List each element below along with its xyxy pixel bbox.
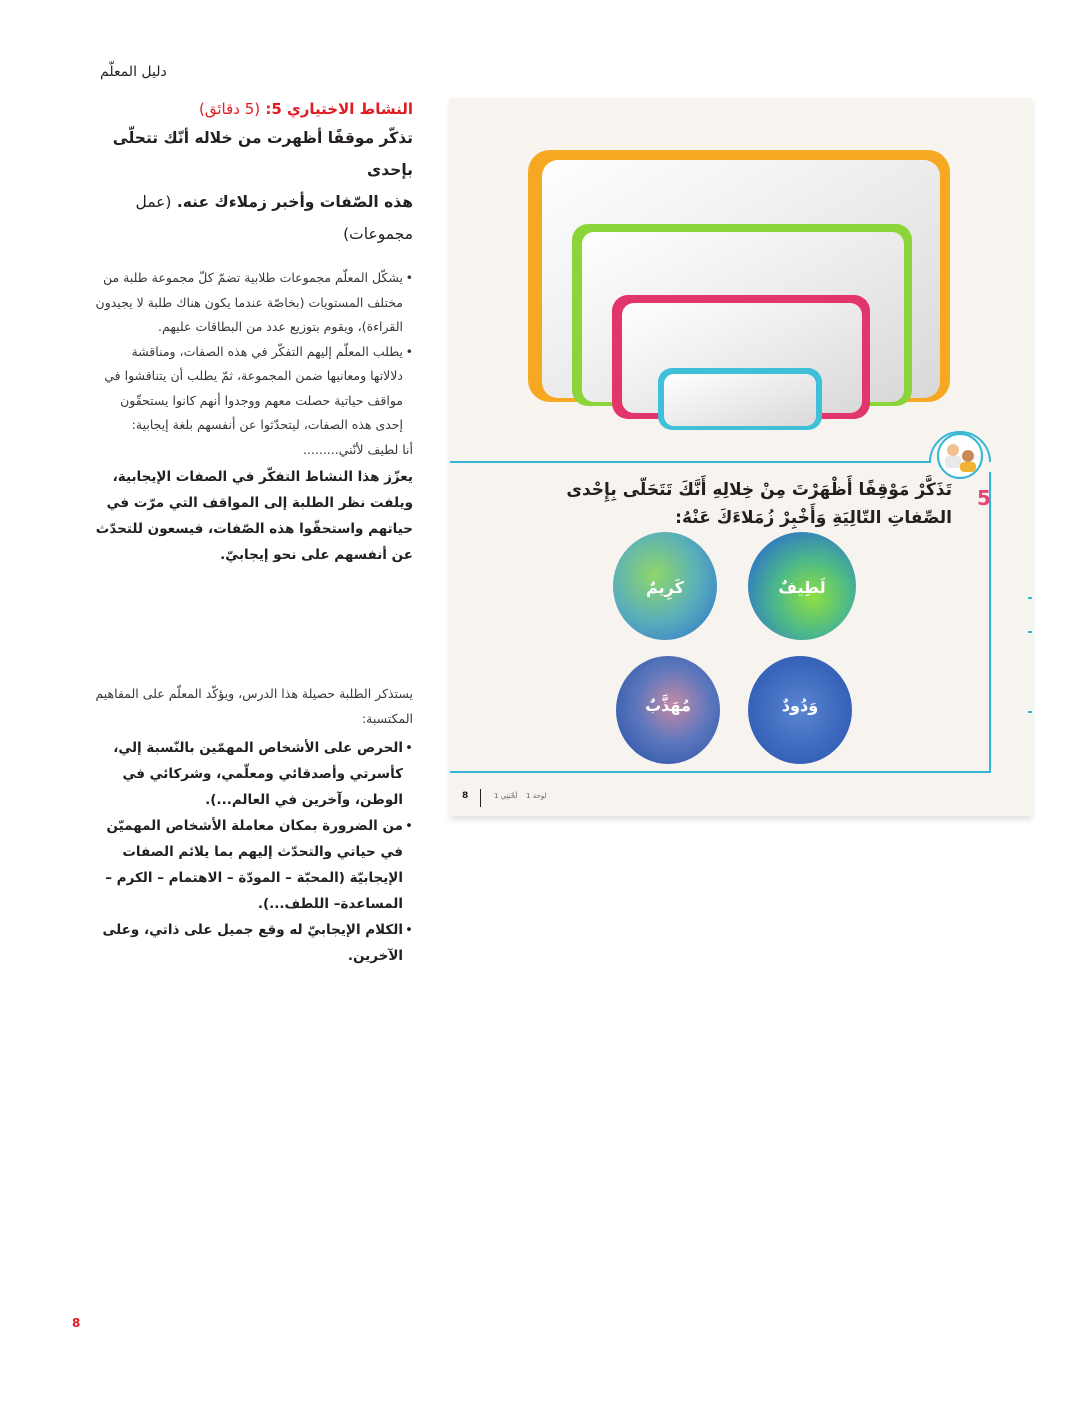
activity-bullets: [95, 266, 413, 438]
running-head: دليل المعلّم: [100, 64, 167, 80]
group-work-icon: [938, 434, 982, 478]
footer-divider: [480, 789, 481, 807]
activity-mode: (عمل مجموعات): [135, 193, 413, 243]
word-muhadhab: مُهَذَّبٌ: [645, 696, 691, 715]
activity-title: [95, 96, 413, 122]
activity-question: [95, 122, 413, 250]
list-item: • يشكّل المعلّم مجموعات طلابية تضمّ كلّ مجموعة طلبة من مختلف المستويات (بخاصّة عندما يكون هناك طلبة لا يجيدون القراءة)، ويقوم بتوزيع عدد من البطاقات عليهم.: [95, 266, 413, 340]
book-page-number: 8: [462, 791, 469, 801]
activity-summary: يعزّز هذا النشاط التفكّر في الصفات الإيجابية، ويلفت نظر الطلبة إلى المواقف التي مرّت في حياتهم واستحقّوا هذه الصّفات، فيسعون للتحدّث عن أنفسهم على نحو إيجابيّ.: [95, 469, 413, 563]
frame-cyan: [658, 368, 822, 430]
activity-example: أنا لطيف لأنّني.........: [302, 441, 413, 457]
list-item: • من الضرورة بمكان معاملة الأشخاص المهميّن في حياتي والتحدّث إليهم بما يلائم الصفات الإيجابيّة (المحبّة – المودّة – الاهتمام – الكرم – المساعدة– اللطف...).: [95, 813, 413, 917]
student-question: تَذَكَّرْ مَوْقِفًا أَظْهَرْتَ مِنْ خِلالِهِ أَنَّكَ تَتَحَلّى بِإِحْدى الصِّفاتِ التّالِيَةِ وَأَخْبِرْ زُمَلاءَكَ عَنْهُ:: [566, 480, 952, 528]
book-page-label: لوحة 1: [526, 792, 547, 800]
activity-duration: (5 دقائق): [198, 100, 261, 118]
book-footer: [450, 791, 1032, 811]
list-item: • يطلب المعلّم إليهم التفكّر في هذه الصفات، ومناقشة دلالاتها ومعانيها ضمن المجموعة، ثمّ يطلب أن يتناقشوا في مواقف حياتية حصلت معهم ووجدوا أنهم كانوا يستحقّون إحدى هذه الصفات، ليتحدّثوا عن أنفسهم بلغة إيجابية:: [95, 340, 413, 438]
activity-question-line1: تذكّر موقفًا أظهرت من خلاله أنّك تتحلّى بإحدى: [112, 129, 413, 179]
recap-bullets: [95, 735, 413, 969]
recap-notes: [95, 682, 413, 969]
word-wadood: وَدُودٌ: [781, 696, 819, 715]
book-unit-label: لَحْبَتِي 1: [494, 792, 518, 800]
teacher-notes: [95, 96, 413, 568]
activity-title-text: النشاط الاختياري 5:: [265, 100, 413, 118]
word-kareem: كَرِيمٌ: [646, 578, 684, 597]
list-item: • الكلام الإيجابيّ له وقع جميل على ذاتي، وعلى الآخرين.: [95, 917, 413, 969]
activity-question-line2: هذه الصّفات وأخبر زملاءك عنه.: [176, 193, 413, 211]
question-number: 5: [977, 486, 991, 510]
recap-intro: يستذكر الطلبة حصيلة هذا الدرس، ويؤكّد المعلّم على المفاهيم المكتسبة:: [95, 686, 413, 726]
book-artwork: [450, 98, 1032, 816]
list-item: • الحرص على الأشخاص المهمّين بالنّسبة إلي، كأسرتي وأصدقائي ومعلّمي، وشركائي في الوطن، وآخرين في العالم...).: [95, 735, 413, 813]
word-lateef: لَطِيفٌ: [778, 578, 826, 597]
page-folio: 8: [72, 1316, 81, 1330]
question-border-top: [450, 432, 990, 462]
student-book-page: [450, 98, 1032, 816]
